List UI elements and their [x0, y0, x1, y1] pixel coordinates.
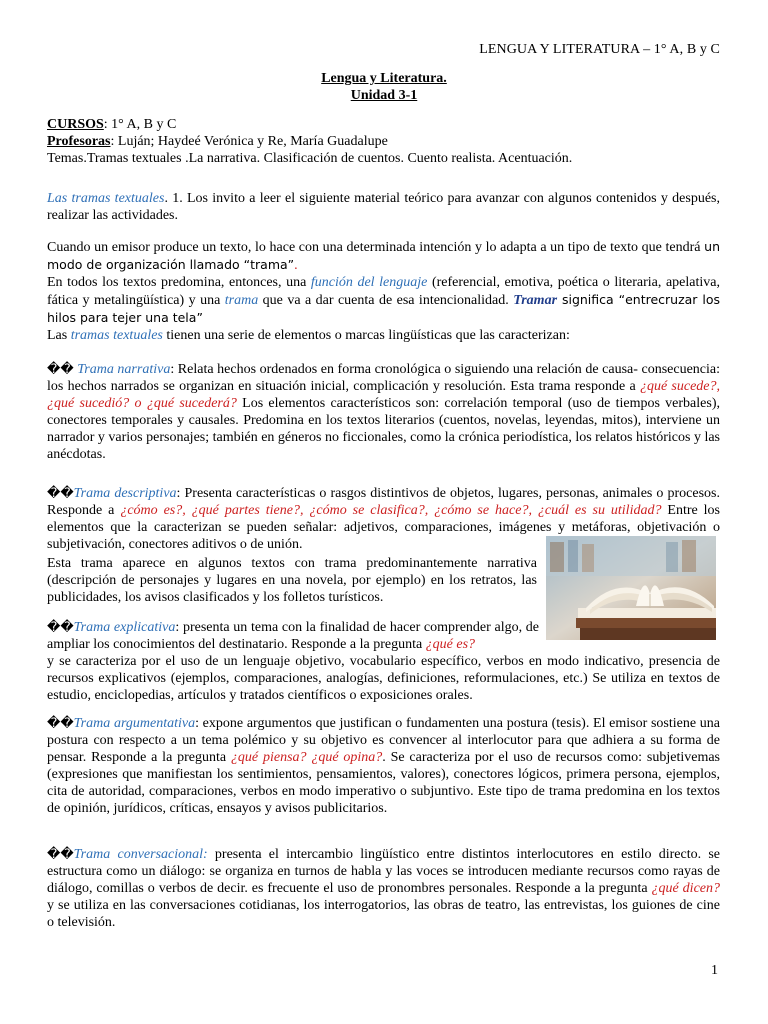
para2-text-4: En todos los textos predomina, entonces, una — [47, 275, 311, 290]
bullet-glyph: �� — [47, 362, 74, 377]
para2-text-10: tienen una serie de elementos o marcas lingüísticas que las caracterizan: — [162, 328, 570, 343]
explicativa-paragraph-start — [47, 619, 539, 653]
running-header: LENGUA Y LITERATURA – 1° A, B y C — [479, 42, 720, 57]
title-line-2: Unidad 3-1 — [350, 88, 418, 103]
narrativa-connector: o — [129, 396, 147, 411]
argumentativa-paragraph — [47, 715, 720, 817]
descriptiva-text-b: Entre los elementos que la caracterizan se pueden señalar: adjetivos, comparaciones, imágenes y metáforas, objetivación o subjetivación, conectores aditivos o de unión. — [47, 503, 721, 552]
intro-text: . 1. Los invito a leer el siguiente material teórico para avanzar con algunos contenidos y después, realizar las actividades. — [47, 191, 720, 223]
bullet-glyph: �� — [47, 486, 74, 501]
profesoras-line — [47, 133, 727, 150]
conversacional-paragraph — [47, 846, 720, 931]
profesoras-label: Profesoras — [47, 134, 111, 149]
trama-definition-paragraph — [47, 238, 720, 344]
para2-text-1: Cuando un emisor produce un texto, lo hace con una determinada intención y lo adapta a un tipo de texto que tendrá — [47, 240, 701, 255]
para2-dot: . — [294, 258, 298, 273]
cursos-label: CURSOS — [47, 117, 104, 132]
narrativa-paragraph — [47, 361, 720, 463]
conversacional-text-b: y se utiliza en las conversaciones cotidianas, los interrogatorios, las obras de teatro, las entrevistas, los guiones de cine o televisión. — [47, 898, 720, 930]
explicativa-paragraph-end: y se caracteriza por el uso de un lenguaje objetivo, vocabulario específico, verbos en modo indicativo, presencia de recursos explicativos (ejemplos, comparaciones, analogías, definiciones, reformulaciones, etc.) Se utiliza en textos de estudio, enciclopedias, artículos y tratados científicos o exposiciones orales. — [47, 654, 720, 703]
descriptiva-label: Trama descriptiva — [73, 486, 177, 501]
argumentativa-text-b: . Se caracteriza por el uso de recursos como: subjetivemas (expresiones que manifiestan los sentimientos, pensamientos, valores), conectores lógicos, primera persona, ejemplos, cita de autoridad, comparaciones, verbos en modo imperativo o subjuntivo. Este tipo de trama predomina en los textos de opinión, jurídicos, críticas, ensayos y avisos publicitarios. — [47, 750, 720, 816]
document-title — [0, 70, 768, 104]
narrativa-text-b: Los elementos característicos son: correlación temporal (uso de tiempos verbales), conectores temporales y causales. Predomina en los textos literarios (cuentos, novelas, leyendas, mitos), interviene un narrador y varios personajes; también en géneros no ficcionales, como la crónica periodística, los relatos históricos y las anécdotas. — [47, 396, 720, 462]
narrativa-label: Trama narrativa — [77, 362, 171, 377]
para2-text-8: “entrecruzar los hilos para tejer una tela” — [47, 292, 721, 325]
open-book-image — [546, 536, 716, 640]
cursos-line — [47, 116, 727, 133]
narrativa-text-a: : Relata hechos ordenados en forma cronológica o siguiendo una relación de causa- consecuencia: los hechos narrados se organizan en situación inicial, complicación y resolución. Esta trama responde a — [47, 362, 720, 394]
descriptiva-continuation: Esta trama aparece en algunos textos con trama predominantemente narrativa (descripción de personajes y lugares en una novela, por ejemplo) en los retratos, las publicidades, los avisos clasificados y los folletos turísticos. — [47, 556, 537, 605]
bullet-glyph: �� — [47, 847, 74, 862]
temas-line: Temas.Tramas textuales .La narrativa. Clasificación de cuentos. Cuento realista. Acentuación. — [47, 151, 573, 166]
para2-text-5: (referencial, emotiva, poética o literaria, apelativa, fática y metalingüística) y una — [47, 275, 720, 308]
explicativa-text-a: : presenta un tema con la finalidad de hacer comprender algo, de ampliar los conocimientos del destinatario. Responde a la pregunta — [47, 620, 539, 652]
bullet-glyph: �� — [47, 716, 74, 731]
tramar-term: Tramar — [513, 293, 558, 308]
title-line-1: Lengua y Literatura. — [321, 71, 447, 86]
para2-text-9: Las — [47, 328, 71, 343]
bullet-glyph: �� — [47, 620, 74, 635]
open-book-illustration — [546, 536, 716, 640]
para2-text-7: significa — [557, 292, 614, 307]
descriptiva-text-a: : Presenta características o rasgos distintivos de objetos, lugares, personas, animales o procesos. Responde a — [47, 486, 720, 518]
cursos-value: : 1° A, B y C — [103, 117, 177, 132]
course-info — [47, 116, 727, 167]
page-number: 1 — [711, 963, 718, 978]
intro-tramas-label: Las tramas textuales — [47, 191, 165, 206]
funcion-lenguaje-term: función del lenguaje — [310, 275, 428, 290]
intro-paragraph — [47, 190, 720, 224]
conversacional-text-a: presenta el intercambio lingüístico entre distintos interlocutores en estilo directo. se estructura como un diálogo: se organiza en turnos de habla y las voces se introducen mediante recursos como rayas de diálogo, comillas o verbos de decir. es frecuente el uso de pronombres personales. Responde a la pregunta — [47, 847, 721, 896]
argumentativa-questions: ¿qué piensa? ¿qué opina? — [230, 750, 383, 765]
para2-text-6: que va a dar cuenta de esa intencionalidad. — [258, 293, 514, 308]
argumentativa-text-a: : expone argumentos que justifican o fundamenten una postura (tesis). El emisor sostiene una postura con respecto a un tema polémico y su objetivo es convencer al interlocutor para que adhiera a su forma de pensar. Responde a la pregunta — [47, 716, 720, 765]
argumentativa-label: Trama argumentativa — [73, 716, 196, 731]
descriptiva-questions: ¿cómo es?, ¿qué partes tiene?, ¿cómo se clasifica?, ¿cómo se hace?, ¿cuál es su utilidad? — [120, 503, 662, 518]
tramas-textuales-term: tramas textuales — [70, 328, 163, 343]
profesoras-value: : Luján; Haydeé Verónica y Re, María Guadalupe — [110, 134, 388, 149]
para2-text-2: un modo de organización llamado “trama” — [47, 239, 721, 272]
explicativa-label: Trama explicativa — [73, 620, 176, 635]
conversacional-question: ¿qué dicen? — [651, 881, 720, 896]
narrativa-question-2: ¿qué sucederá? — [146, 396, 237, 411]
trama-term: trama — [224, 293, 259, 308]
conversacional-label: Trama conversacional: — [73, 847, 208, 862]
narrativa-question-1: ¿qué sucede?, ¿qué sucedió? — [47, 379, 721, 411]
explicativa-question: ¿qué es? — [425, 637, 476, 652]
